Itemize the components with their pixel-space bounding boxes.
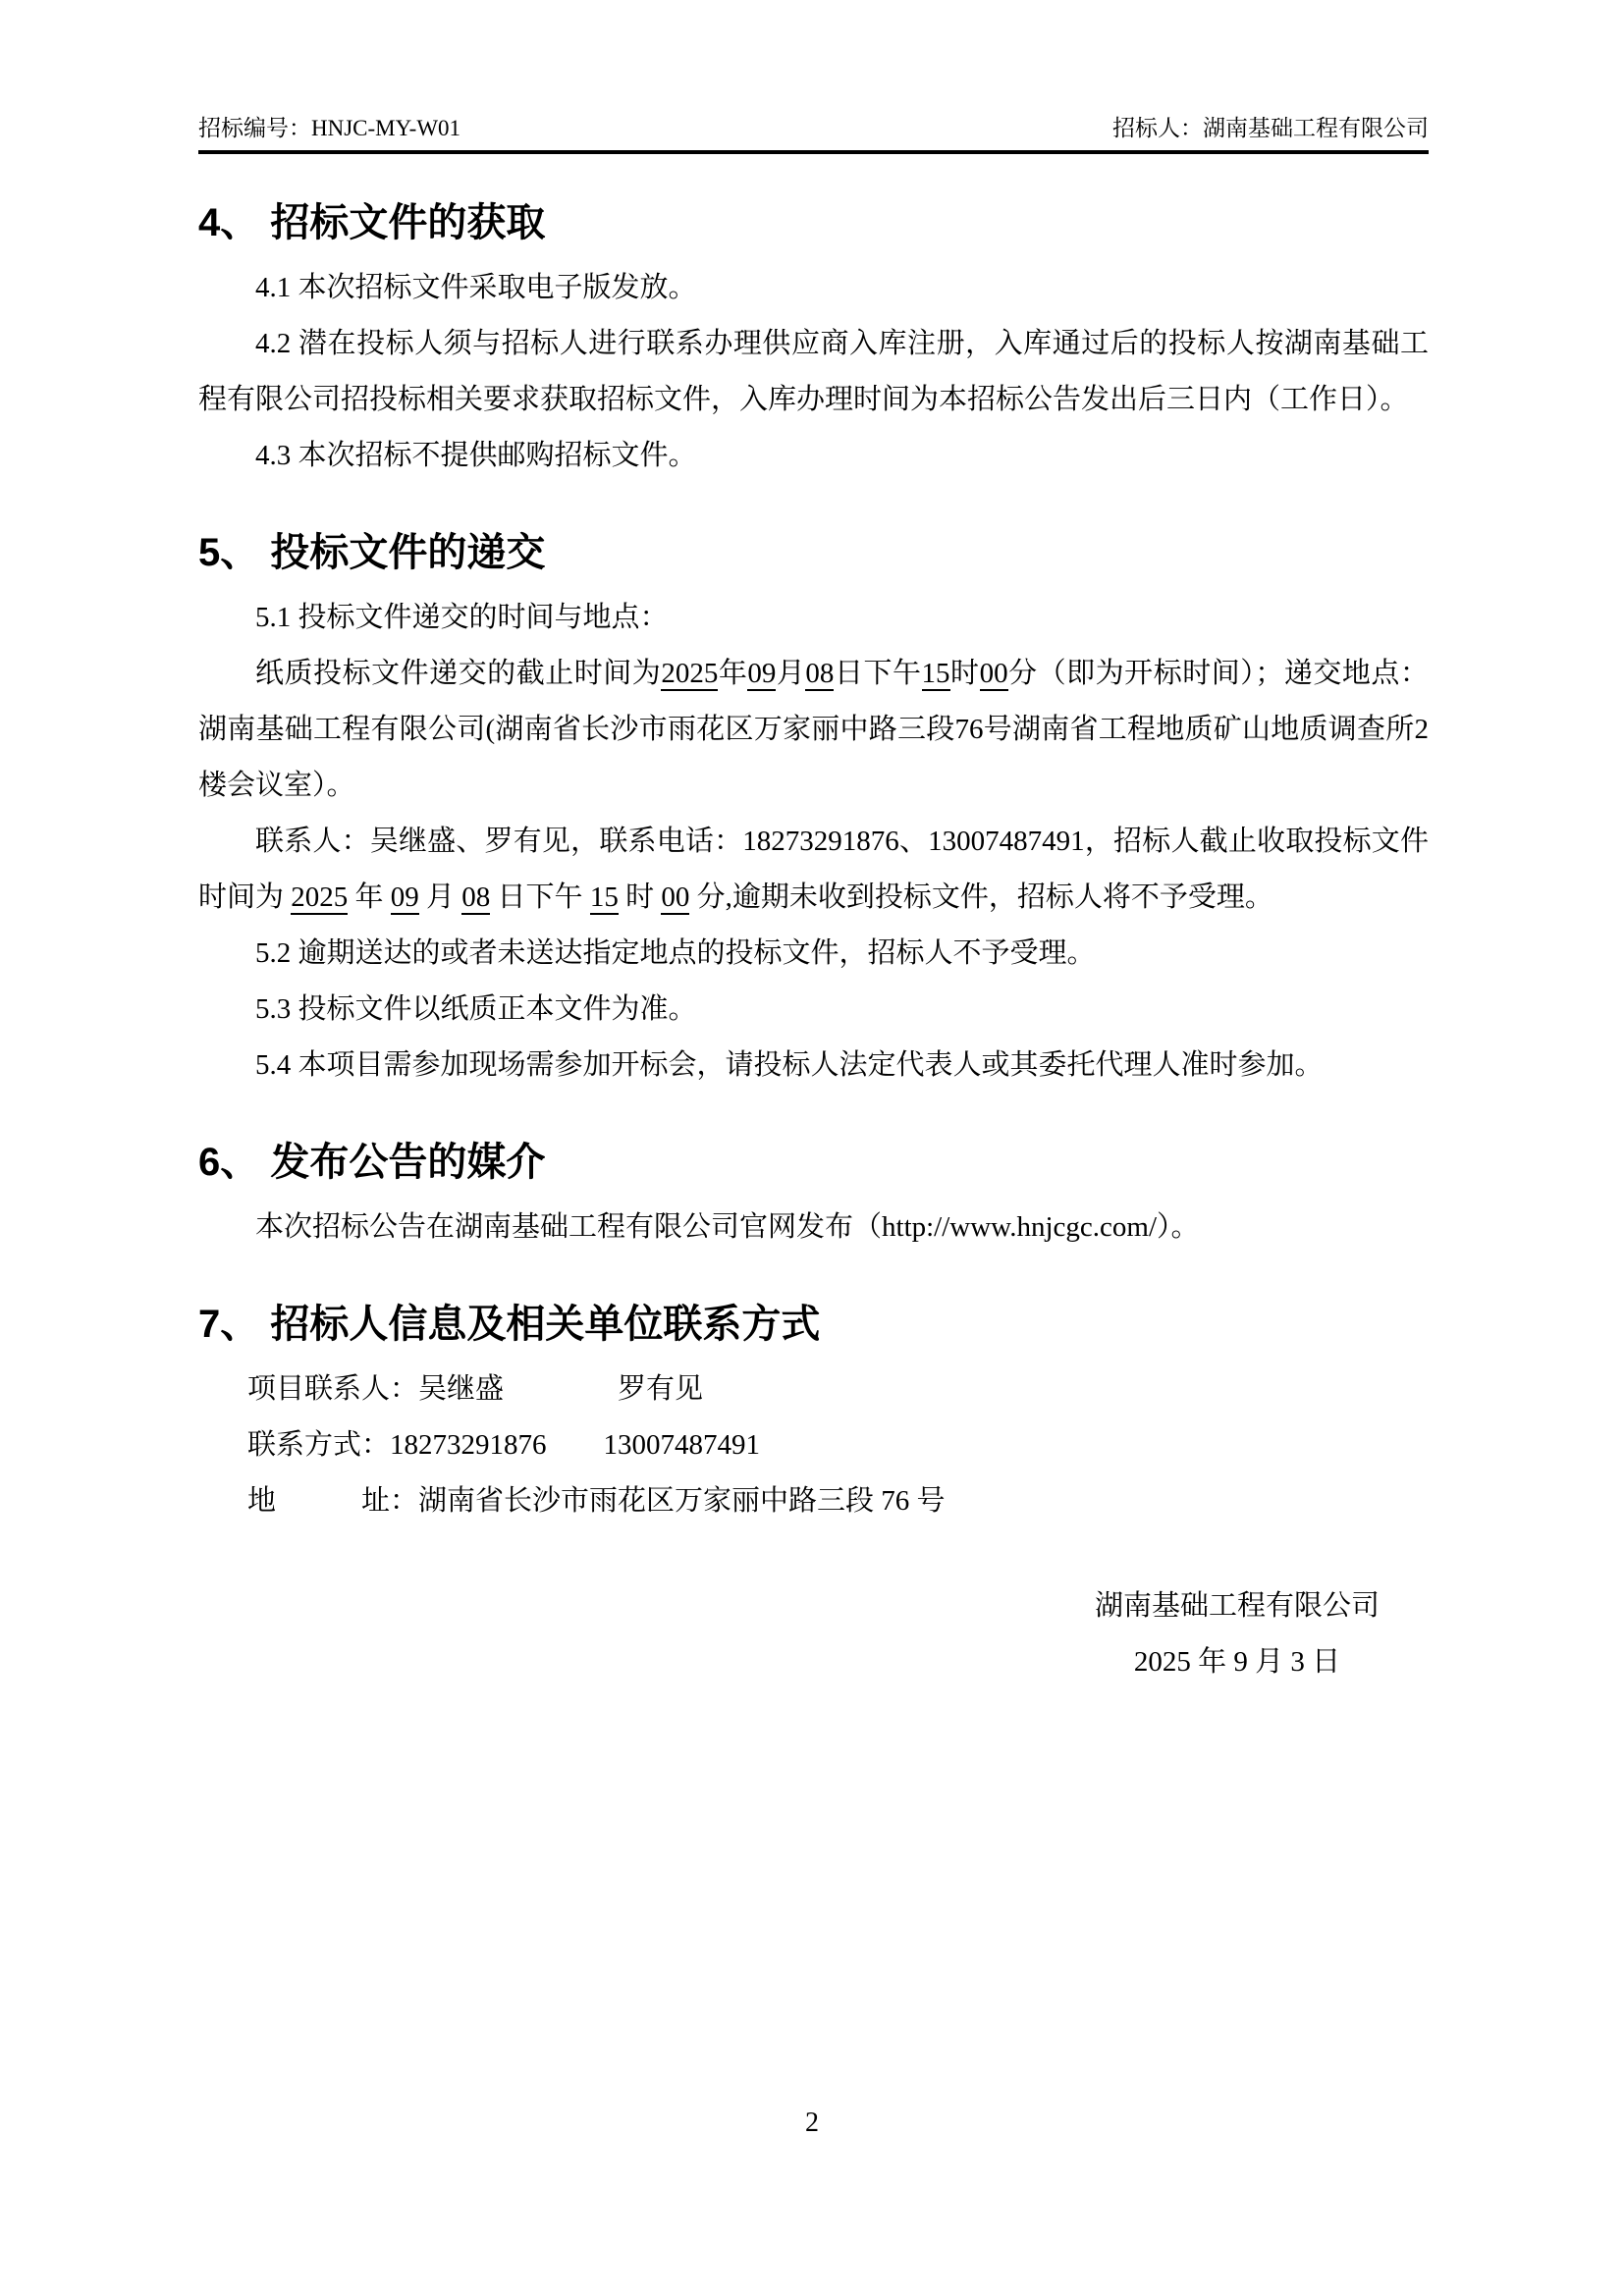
deadline-pre: 纸质投标文件递交的截止时间为: [255, 658, 662, 689]
deadline-sep4: 时: [949, 658, 980, 689]
deadline-sep2: 月: [776, 658, 806, 689]
section-7-title: 7、 招标人信息及相关单位联系方式: [198, 1303, 821, 1346]
contact-sep2: 月: [418, 881, 462, 913]
signature-company: 湖南基础工程有限公司: [1094, 1590, 1380, 1622]
announcement-post: ）。: [1157, 1211, 1200, 1243]
para-5-deadline: [198, 646, 1429, 814]
contact-sep3: 日下午: [490, 881, 590, 913]
page-number: 2: [805, 2108, 819, 2138]
deadline-month: 09: [747, 658, 777, 689]
para-4-1: 4.1 本次招标文件采取电子版发放。: [255, 272, 697, 303]
para-5-1: 5.1 投标文件递交的时间与地点：: [255, 602, 669, 633]
project-contact-person: 项目联系人：吴继盛 罗有见: [247, 1373, 704, 1405]
para-5-3: 5.3 投标文件以纸质正本文件为准。: [255, 993, 697, 1025]
website-url: http://www.hnjcgc.com/: [882, 1211, 1158, 1243]
project-contact-phone: 联系方式：18273291876 13007487491: [247, 1429, 761, 1461]
para-5-contact: [198, 814, 1429, 926]
para-5-4: 5.4 本项目需参加现场需参加开标会，请投标人法定代表人或其委托代理人准时参加。: [255, 1049, 1324, 1081]
para-4-3: 4.3 本次招标不提供邮购招标文件。: [255, 440, 697, 471]
page-header: [198, 0, 1429, 154]
contact-day: 08: [461, 881, 491, 913]
contact-sep1: 年: [348, 881, 391, 913]
header-doc-number: 招标编号：HNJC-MY-W01: [198, 116, 461, 140]
para-6-announcement: [198, 1200, 1429, 1255]
contact-year: 2025: [291, 881, 349, 913]
section-6-title: 6、 发布公告的媒介: [198, 1141, 546, 1184]
deadline-day: 08: [805, 658, 835, 689]
contact-pre: 联系人：吴继盛、罗有见，联系电话：18273291876、13007487491，招标人截止收取投标文件时间为: [198, 826, 1429, 913]
project-address: 地 址：湖南省长沙市雨花区万家丽中路三段 76 号: [247, 1485, 946, 1517]
contact-month: 09: [390, 881, 419, 913]
deadline-year: 2025: [661, 658, 719, 689]
deadline-sep3: 日下午: [834, 658, 922, 689]
contact-hour: 15: [589, 881, 619, 913]
document-content: [198, 0, 1429, 1690]
para-5-2: 5.2 逾期送达的或者未送达指定地点的投标文件，招标人不予受理。: [255, 937, 1096, 969]
deadline-hour: 15: [921, 658, 950, 689]
announcement-pre: 本次招标公告在湖南基础工程有限公司官网发布（: [255, 1211, 883, 1243]
contact-post: 分,逾期未收到投标文件，招标人将不予受理。: [689, 881, 1273, 913]
contact-minute: 00: [661, 881, 690, 913]
para-4-2: 4.2 潜在投标人须与招标人进行联系办理供应商入库注册，入库通过后的投标人按湖南基础工程有限公司招投标相关要求获取招标文件，入库办理时间为本招标公告发出后三日内（工作日）。: [198, 328, 1429, 415]
section-4-title: 4、 招标文件的获取: [198, 201, 546, 244]
header-tenderer: 招标人：湖南基础工程有限公司: [1112, 116, 1429, 140]
deadline-post: 分（即为开标时间）；递交地点：湖南基础工程有限公司(湖南省长沙市雨花区万家丽中路三段76号湖南省工程地质矿山地质调查所2楼会议室）。: [198, 658, 1429, 801]
signature-date: 2025 年 9 月 3 日: [1133, 1646, 1341, 1678]
signature-block: [1095, 1578, 1380, 1690]
section-5-title: 5、 投标文件的递交: [198, 531, 546, 574]
contact-sep4: 时: [618, 881, 662, 913]
deadline-sep1: 年: [718, 658, 748, 689]
deadline-minute: 00: [979, 658, 1008, 689]
